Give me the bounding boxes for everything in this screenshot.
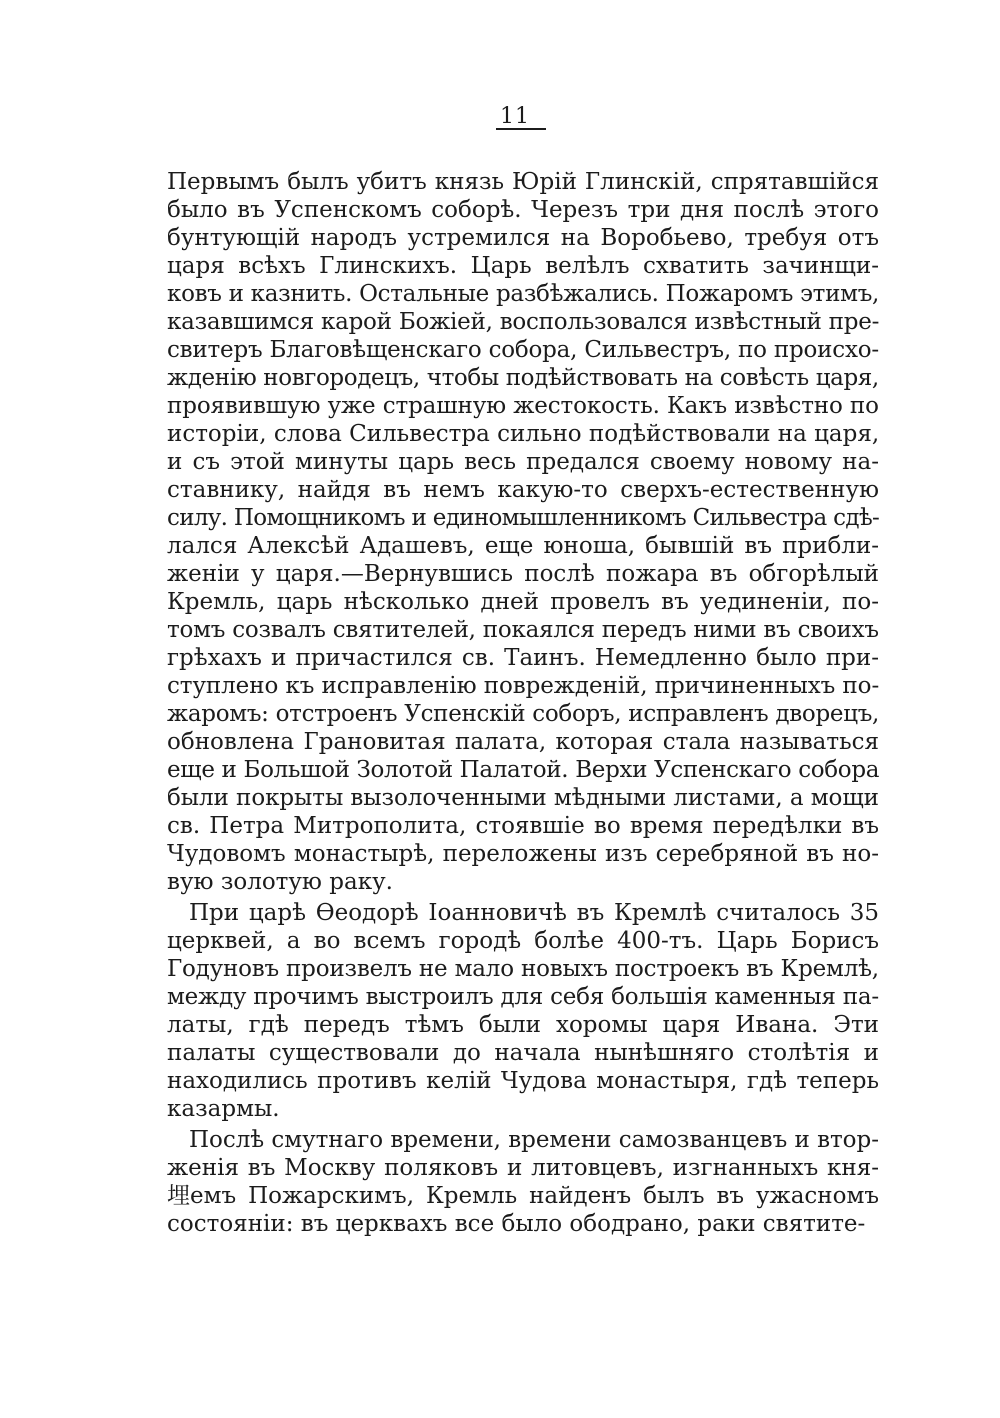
text-line: силу. Помощникомъ и единомышленникомъ Сильвестра сдѣ- <box>167 505 880 531</box>
page-number: 11 <box>500 104 530 129</box>
text-line: царя всѣхъ Глинскихъ. Царь велѣлъ схватить зачинщи- <box>167 253 880 279</box>
text-line: женіи у царя.—Вернувшись послѣ пожара въ обгорѣлый <box>167 561 880 587</box>
text-line: Кремль, царь нѣсколько дней провелъ въ уединеніи, по- <box>167 589 879 615</box>
text-line: лался Алексѣй Адашевъ, еще юноша, бывшій въ прибли- <box>167 533 880 559</box>
paragraph <box>167 899 887 1123</box>
text-line: грѣхахъ и причастился св. Таинъ. Немедленно было при- <box>167 645 879 671</box>
text-line: между прочимъ выстроилъ для себя большія каменныя па- <box>167 984 879 1010</box>
paragraph <box>167 168 887 896</box>
text-line: палаты существовали до начала нынѣшняго столѣтія и <box>167 1040 879 1066</box>
text-line: и съ этой минуты царь весь предался своему новому на- <box>167 449 879 475</box>
text-line: были покрыты вызолоченными мѣдными листами, а мощи <box>167 785 879 811</box>
page-number-rule <box>496 128 546 130</box>
text-line: При царѣ Ѳеодорѣ Іоанновичѣ въ Кремлѣ считалось 35 <box>189 900 880 926</box>
text-line: было въ Успенскомъ соборѣ. Черезъ три дня послѣ этого <box>167 197 879 223</box>
body-text <box>167 168 887 1238</box>
text-line: казармы. <box>167 1096 280 1122</box>
text-line: жденію новгородецъ, чтобы подѣйствовать на совѣсть царя, <box>167 365 879 391</box>
text-line: женія въ Москву поляковъ и литовцевъ, изгнанныхъ кня- <box>167 1155 879 1181</box>
text-line: находились противъ келій Чудова монастыря, гдѣ теперь <box>167 1068 879 1094</box>
text-line: Годуновъ произвелъ не мало новыхъ построекъ въ Кремлѣ, <box>167 956 879 982</box>
text-line: вую золотую раку. <box>167 869 393 895</box>
text-line: жаромъ: отстроенъ Успенскій соборъ, исправленъ дворецъ, <box>167 701 880 727</box>
text-line: томъ созвалъ святителей, покаялся передъ ними въ своихъ <box>167 617 879 643</box>
text-line: бунтующій народъ устремился на Воробьево, требуя отъ <box>167 225 880 251</box>
text-line: Первымъ былъ убитъ князь Юрій Глинскій, спрятавшійся <box>167 169 879 195</box>
text-line: состояніи: въ церквахъ все было ободрано, раки святите- <box>167 1211 866 1237</box>
text-line: еще и Большой Золотой Палатой. Верхи Успенскаго собора <box>167 757 880 783</box>
text-line: казавшимся карой Божіей, воспользовался извѣстный пре- <box>167 309 880 335</box>
text-line: Чудовомъ монастырѣ, переложены изъ серебряной въ но- <box>167 841 879 867</box>
text-line: ступлено къ исправленію поврежденій, причиненныхъ по- <box>167 673 880 699</box>
text-line: св. Петра Митрополита, стоявшіе во время передѣлки въ <box>167 813 880 839</box>
text-line: Послѣ смутнаго времени, времени самозванцевъ и втор- <box>189 1127 879 1153</box>
text-line: обновлена Грановитая палата, которая стала называться <box>167 729 879 755</box>
text-line: ставнику, найдя въ немъ какую-то сверхъ-естественную <box>167 477 880 503</box>
text-line: 埋емъ Пожарскимъ, Кремль найденъ былъ въ ужасномъ <box>167 1183 879 1209</box>
text-line: свитеръ Благовѣщенскаго собора, Сильвестръ, по происхо- <box>167 337 879 363</box>
text-line: проявившую уже страшную жестокость. Какъ извѣстно по <box>167 393 879 419</box>
text-line: латы, гдѣ передъ тѣмъ были хоромы царя Ивана. Эти <box>167 1012 879 1038</box>
text-line: исторіи, слова Сильвестра сильно подѣйствовали на царя, <box>167 421 880 447</box>
text-line: ковъ и казнить. Остальные разбѣжались. Пожаромъ этимъ, <box>167 281 880 307</box>
text-line: церквей, а во всемъ городѣ болѣе 400-тъ. Царь Борисъ <box>167 928 880 954</box>
paragraph <box>167 1126 887 1238</box>
